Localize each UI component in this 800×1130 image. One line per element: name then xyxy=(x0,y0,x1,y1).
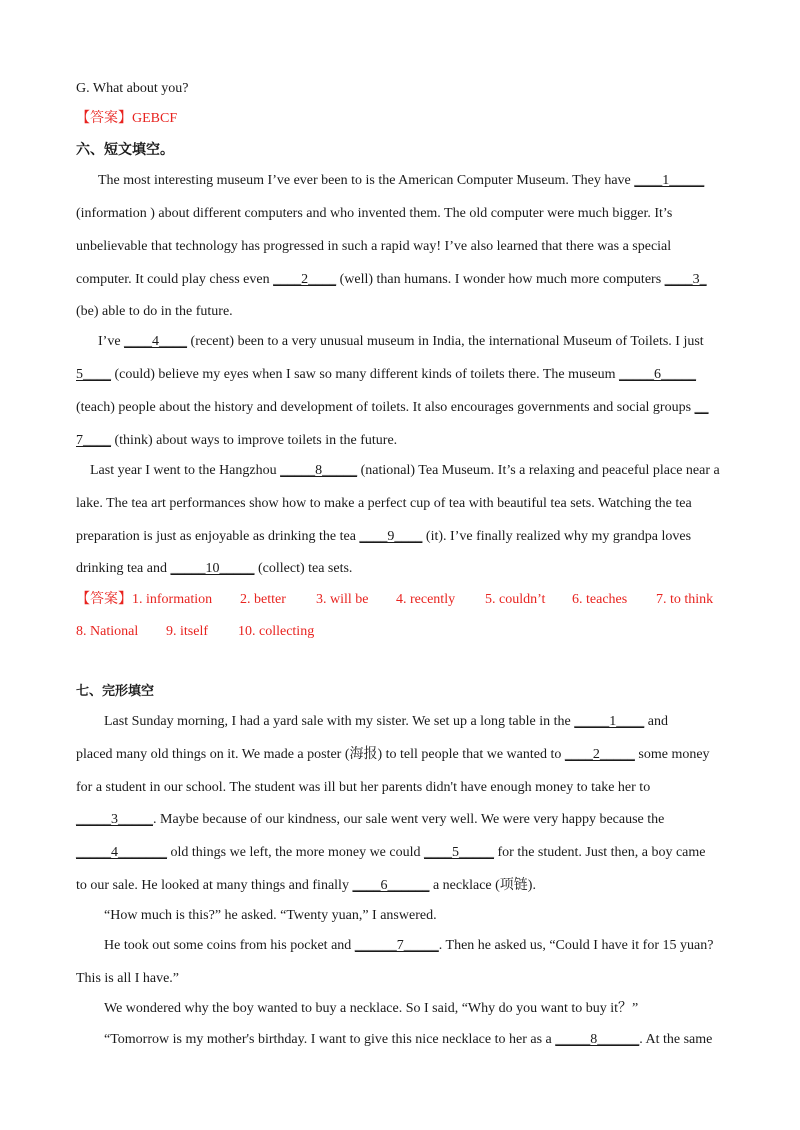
answer-section-5: 【答案】GEBCF xyxy=(76,111,178,126)
p6-line-7: 5____ (could) believe my eyes when I saw so many different kinds of toilets there. The museum _____6_____ xyxy=(76,367,697,382)
p7-line-9: This is all I have.” xyxy=(76,971,180,986)
cloze-blank-4[interactable]: _____4_______ xyxy=(76,845,167,860)
p6-line-6: I’ve ____4____ (recent) been to a very unusual museum in India, the international Museum of Toilets. I just xyxy=(98,334,704,349)
blank-8[interactable]: _____8_____ xyxy=(280,463,358,478)
blank-6[interactable]: _____6_____ xyxy=(619,367,697,382)
blank-5[interactable]: 5____ xyxy=(76,367,111,382)
p7-line-7: “How much is this?” he asked. “Twenty yuan,” I answered. xyxy=(104,908,437,923)
cloze-blank-1[interactable]: _____1____ xyxy=(574,714,645,729)
p7-line-4: _____3_____. Maybe because of our kindness, our sale went very well. We were very happy because the xyxy=(76,812,665,827)
blank-1[interactable]: ____1_____ xyxy=(634,173,705,188)
p6-line-12: preparation is just as enjoyable as drinking the tea ____9____ (it). I’ve finally realized why my grandpa loves xyxy=(76,529,692,544)
blank-2[interactable]: ____2____ xyxy=(273,272,337,287)
cloze-blank-6[interactable]: ____6______ xyxy=(352,878,430,893)
p7-line-8: He took out some coins from his pocket and ______7_____. Then he asked us, “Could I have it for 15 yuan? xyxy=(104,938,714,953)
answer-6-6: 6. teaches xyxy=(572,592,628,607)
p7-line-2: placed many old things on it. We made a poster (海报) to tell people that we wanted to ____2_____ some money xyxy=(76,747,710,762)
cloze-blank-3[interactable]: _____3_____ xyxy=(76,812,153,827)
section-6-title: 六、短文填空。 xyxy=(76,142,174,158)
p6-line-11: lake. The tea art performances show how to make a perfect cup of tea with beautiful tea sets. Watching the tea xyxy=(76,496,692,511)
p6-line-9: 7____ (think) about ways to improve toilets in the future. xyxy=(76,433,398,448)
p6-line-5: (be) able to do in the future. xyxy=(76,304,233,319)
p7-line-11: “Tomorrow is my mother's birthday. I want to give this nice necklace to her as a _____8______. At the same xyxy=(104,1032,713,1047)
p7-line-5: _____4_______ old things we left, the more money we could ____5_____ for the student. Just then, a boy came xyxy=(76,845,706,860)
p6-line-3: unbelievable that technology has progressed in such a rapid way! I’ve also learned that there was a special xyxy=(76,239,672,254)
answer-6-7: 7. to think xyxy=(656,592,714,607)
p7-line-6: to our sale. He looked at many things and finally ____6______ a necklace (项链). xyxy=(76,878,536,893)
p7-line-3: for a student in our school. The student was ill but her parents didn't have enough money to take her to xyxy=(76,780,651,795)
answer-6-8: 8. National xyxy=(76,624,139,639)
p6-line-4: computer. It could play chess even ____2____ (well) than humans. I wonder how much more computers ____3_ xyxy=(76,272,707,287)
answer-6-4: 4. recently xyxy=(396,592,456,607)
blank-9[interactable]: ____9____ xyxy=(359,529,423,544)
answer-6-3: 3. will be xyxy=(316,592,369,607)
p6-line-8: (teach) people about the history and development of toilets. It also encourages governments and social groups __ xyxy=(76,400,709,415)
blank-7[interactable]: 7____ xyxy=(76,433,111,448)
blank-7-start[interactable]: __ xyxy=(694,400,709,415)
cloze-blank-2[interactable]: ____2_____ xyxy=(564,747,635,762)
answers-6-row-1: 【答案】1. information xyxy=(76,592,213,607)
cloze-blank-7[interactable]: ______7_____ xyxy=(354,938,439,953)
p7-line-1: Last Sunday morning, I had a yard sale with my sister. We set up a long table in the _____1____ and xyxy=(104,714,668,729)
p7-line-10: We wondered why the boy wanted to buy a necklace. So I said, “Why do you want to buy it？” xyxy=(104,1001,639,1016)
cloze-blank-5[interactable]: ____5_____ xyxy=(424,845,494,860)
blank-3[interactable]: ____3_ xyxy=(664,272,707,287)
p6-line-2: (information ) about different computers and who invented them. The old computer were much bigger. It’s xyxy=(76,206,673,221)
cloze-blank-8[interactable]: _____8______ xyxy=(555,1032,640,1047)
p6-line-10: Last year I went to the Hangzhou _____8_____ (national) Tea Museum. It’s a relaxing and peaceful place near a xyxy=(90,463,720,478)
answer-6-10: 10. collecting xyxy=(238,624,315,639)
answer-6-5: 5. couldn’t xyxy=(485,592,546,607)
section-7-title: 七、完形填空 xyxy=(76,684,155,699)
answer-6-9: 9. itself xyxy=(166,624,208,639)
blank-4[interactable]: ____4____ xyxy=(124,334,188,349)
p6-line-13: drinking tea and _____10_____ (collect) tea sets. xyxy=(76,561,353,576)
option-g: G. What about you? xyxy=(76,81,189,96)
answer-6-2: 2. better xyxy=(240,592,286,607)
p6-line-1: The most interesting museum I’ve ever been to is the American Computer Museum. They have ____1_____ xyxy=(98,173,705,188)
blank-10[interactable]: _____10_____ xyxy=(170,561,255,576)
